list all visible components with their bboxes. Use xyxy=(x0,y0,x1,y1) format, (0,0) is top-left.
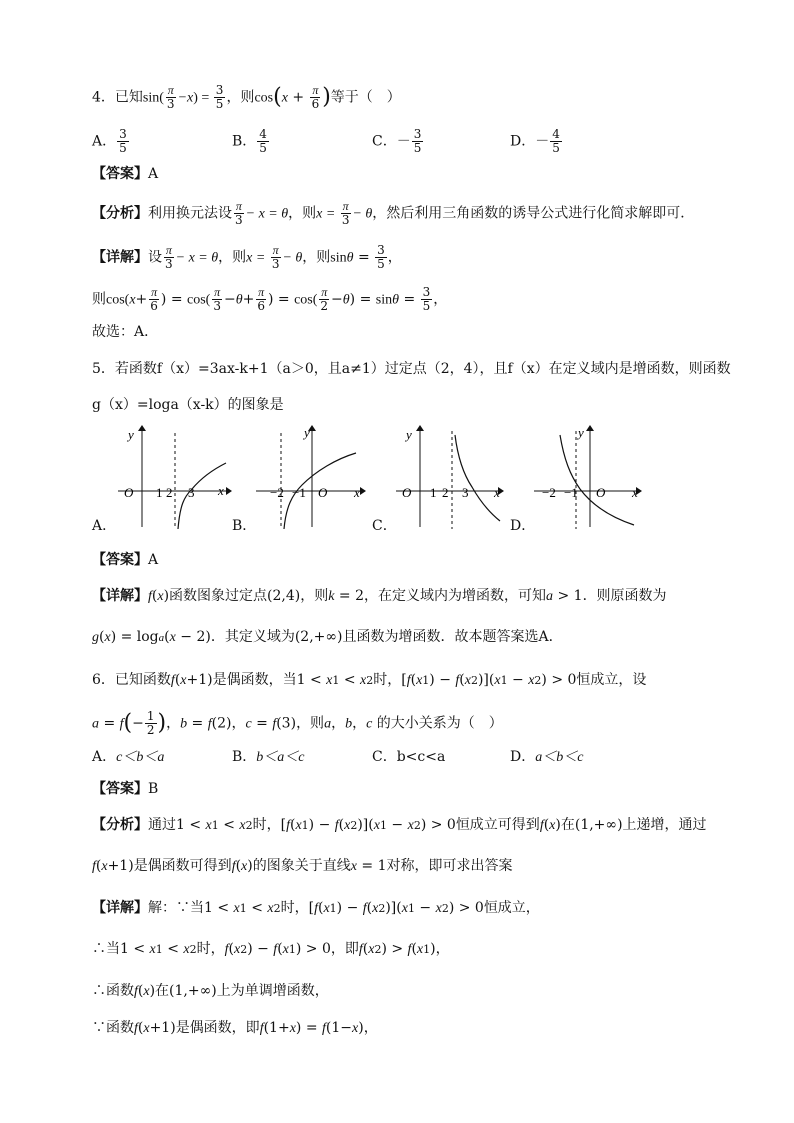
y-label: y xyxy=(128,427,134,442)
q4-answer: 【答案】A xyxy=(92,166,159,182)
tick-3: 3 xyxy=(188,485,195,500)
q6-option-c[interactable]: C．b<c<a xyxy=(372,749,446,765)
q6-analysis-2: f(x+1)是偶函数可得到f(x)的图象关于直线x = 1对称，即可求出答案 xyxy=(92,858,513,874)
tick-2: 2 xyxy=(166,485,173,500)
q4-option-c[interactable]: C．－ $\frac{3}{5}$ xyxy=(372,127,422,155)
x-arrow xyxy=(226,487,232,495)
q6-analysis-1: 【分析】通过1 < x1 < x2时，[f(x1) − f(x2)](x1 − x2) > 0恒成立可得到f(x)在(1,+∞)上递增，通过 xyxy=(92,817,707,833)
fraction: $\frac{\pi}{6}$ xyxy=(311,83,320,111)
q4-detail: 【详解】设 $\frac{\pi}{3}$ − x = θ，则x = $\frac{\pi}{3}$ − θ，则sinθ = $\frac{3}{5}$ ， xyxy=(92,243,402,271)
q6-detail-1: 【详解】解：∵当1 < x1 < x2时，[f(x1) − f(x2)](x1 − x2) > 0恒成立， xyxy=(92,900,540,916)
fraction: $\frac{\pi}{3}$ xyxy=(166,83,175,111)
origin-label: O xyxy=(124,485,134,500)
q6-option-d[interactable]: D．a＜b＜c xyxy=(510,749,584,765)
svg-text:2: 2 xyxy=(442,485,449,500)
q6-option-a[interactable]: A．c＜b＜a xyxy=(92,749,165,765)
svg-text:−1: −1 xyxy=(564,485,578,500)
q5-stem-2: g（x）=loga（x-k）的图象是 xyxy=(92,397,284,413)
q4-derivation: 则cos(x+ $\frac{\pi}{6}$ ) = cos( $\frac{\pi}{3}$ −θ+ $\frac{\pi}{6}$ ) = cos( $\frac{\pi}{2}$ −θ) = sinθ = $\frac{3}{5}$ ， xyxy=(92,285,448,313)
svg-text:x: x xyxy=(494,485,500,500)
q4-option-a[interactable]: A． $\frac{3}{5}$ xyxy=(92,127,127,155)
q5-option-a[interactable]: A． xyxy=(92,518,117,534)
q6-detail-4: ∵函数f(x+1)是偶函数，即f(1+x) = f(1−x)， xyxy=(92,1020,378,1036)
svg-text:y: y xyxy=(578,425,584,440)
q4-option-b[interactable]: B． $\frac{4}{5}$ xyxy=(232,127,267,155)
svg-text:O: O xyxy=(318,485,328,500)
q6-detail-2: ∴当1 < x1 < x2时，f(x2) − f(x1) > 0，即f(x2) > f(x1)， xyxy=(92,941,450,957)
svg-text:x: x xyxy=(354,485,360,500)
svg-text:−2: −2 xyxy=(542,485,556,500)
q5-detail-1: 【详解】f(x)函数图象过定点(2,4)，则k = 2，在定义域内为增函数，可知a > 1．则原函数为 xyxy=(92,588,667,604)
q6-option-b[interactable]: B．b＜a＜c xyxy=(232,749,305,765)
graph-c xyxy=(396,425,516,535)
svg-text:y: y xyxy=(304,425,310,440)
q4-option-d[interactable]: D．－ $\frac{4}{5}$ xyxy=(510,127,560,155)
q6-stem-2: a = f(− $\frac{1}{2}$ )，b = f(2)，c = f(3)，则a，b，c 的大小关系为（ ） xyxy=(92,709,503,737)
fraction: $\frac{3}{5}$ xyxy=(215,83,224,111)
q5-option-c[interactable]: C． xyxy=(372,518,397,534)
svg-text:−1: −1 xyxy=(292,485,306,500)
q4-analysis: 【分析】利用换元法设 $\frac{\pi}{3}$ − x = θ，则x = $\frac{\pi}{3}$ − θ，然后利用三角函数的诱导公式进行化简求解即可． xyxy=(92,199,695,227)
q6-answer: 【答案】B xyxy=(92,781,159,797)
svg-text:3: 3 xyxy=(462,485,469,500)
svg-text:x: x xyxy=(632,485,638,500)
q5-stem-1: 5．若函数f（x）=3ax-k+1（a＞0，且a≠1）过定点（2，4），且f（x）在定义域内是增函数，则函数 xyxy=(92,361,731,377)
graph-d xyxy=(534,425,654,535)
y-arrow xyxy=(138,425,146,431)
tick-1: 1 xyxy=(156,485,163,500)
svg-text:1: 1 xyxy=(430,485,437,500)
svg-text:−2: −2 xyxy=(270,485,284,500)
svg-text:O: O xyxy=(596,485,606,500)
q5-option-d[interactable]: D． xyxy=(510,518,536,534)
q5-option-b[interactable]: B． xyxy=(232,518,257,534)
svg-text:O: O xyxy=(402,485,412,500)
x-label: x xyxy=(218,483,224,498)
q6-stem-1: 6．已知函数f(x+1)是偶函数，当1 < x1 < x2时，[f(x1) − f(x2)](x1 − x2) > 0恒成立，设 xyxy=(92,672,647,688)
q5-answer: 【答案】A xyxy=(92,552,159,568)
graph-b xyxy=(256,425,376,535)
q4-stem: 4．已知sin( $\frac{\pi}{3}$ −x) = $\frac{3}{5}$ ，则cos(x + $\frac{\pi}{6}$ )等于（ ） xyxy=(92,83,401,111)
q4-conclusion: 故选：A． xyxy=(92,324,159,340)
q6-detail-3: ∴函数f(x)在(1,+∞)上为单调增函数， xyxy=(92,983,329,999)
graph-a xyxy=(118,425,238,535)
q5-detail-2: g(x) = loga(x − 2)．其定义域为(2,+∞)且函数为增函数．故本题答案选A． xyxy=(92,629,563,645)
svg-text:y: y xyxy=(406,427,412,442)
